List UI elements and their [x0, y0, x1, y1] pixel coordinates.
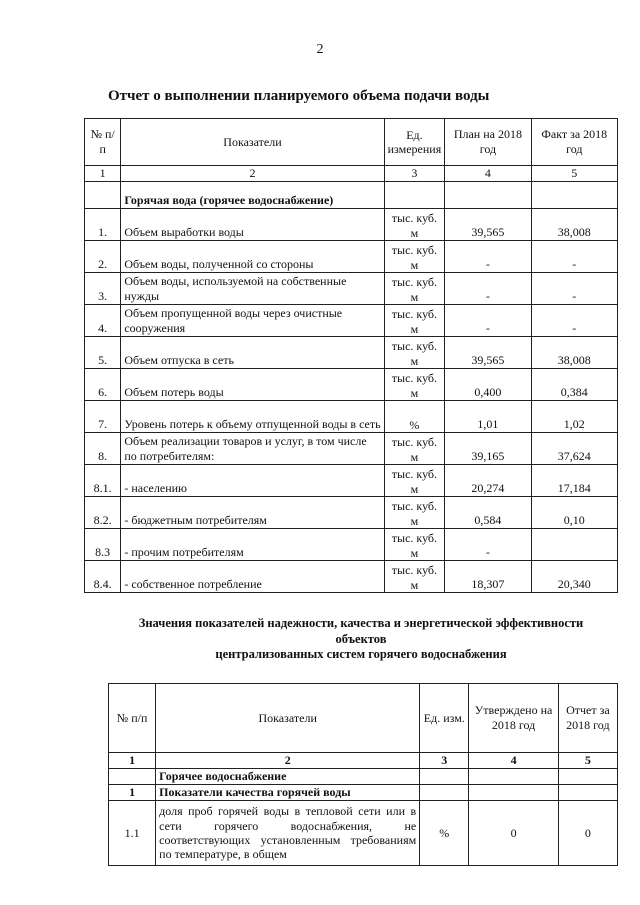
row-indicator: Уровень потерь к объему отпущенной воды в сеть: [121, 401, 384, 433]
row-number: 8.1.: [85, 465, 121, 497]
row-number: 6.: [85, 369, 121, 401]
table-row: [85, 497, 618, 529]
row-fact: 0,384: [531, 369, 617, 401]
row-number: 1.1: [109, 801, 156, 866]
row-indicator: Объем пропущенной воды через очистные сооружения: [121, 305, 384, 337]
row-fact: -: [531, 241, 617, 273]
table-row: [85, 529, 618, 561]
row-fact: -: [531, 305, 617, 337]
row-indicator: - бюджетным потребителям: [121, 497, 384, 529]
indicators-title-line: Значения показателей надежности, качества и энергетической эффективности: [138, 616, 584, 630]
row-number: 3.: [85, 273, 121, 305]
row-unit: тыс. куб. м: [384, 433, 445, 465]
column-number: 5: [558, 753, 617, 769]
table-row: [85, 241, 618, 273]
header-fact: Факт за 2018 год: [531, 119, 617, 166]
row-fact: -: [531, 273, 617, 305]
indicators-title-line: централизованных систем горячего водоснабжения: [215, 647, 507, 662]
table-row: [85, 465, 618, 497]
header-number: № п/п: [109, 684, 156, 753]
column-number: 4: [469, 753, 558, 769]
row-fact: 0,10: [531, 497, 617, 529]
row-plan: 20,274: [445, 465, 531, 497]
column-number-row: [109, 753, 618, 769]
row-fact: 20,340: [531, 561, 617, 593]
row-unit: тыс. куб. м: [384, 465, 445, 497]
indicators-table: [108, 683, 618, 866]
row-report: 0: [558, 801, 617, 866]
row-unit: тыс. куб. м: [384, 305, 445, 337]
row-plan: 39,565: [445, 337, 531, 369]
row-approved: 0: [469, 801, 558, 866]
row-fact: 38,008: [531, 209, 617, 241]
row-plan: 39,165: [445, 433, 531, 465]
column-number: 3: [384, 166, 445, 182]
row-indicator: Объем воды, полученной со стороны: [121, 241, 384, 273]
table-header-row: [109, 684, 618, 753]
table-row: [85, 561, 618, 593]
header-plan: План на 2018 год: [445, 119, 531, 166]
header-approved: Утверждено на 2018 год: [469, 684, 558, 753]
row-unit: тыс. куб. м: [384, 273, 445, 305]
section-title: Горячая вода (горячее водоснабжение): [121, 182, 384, 209]
row-fact: [531, 529, 617, 561]
table-header-row: [85, 119, 618, 166]
section-row: [109, 769, 618, 785]
row-plan: -: [445, 529, 531, 561]
table-row: [85, 209, 618, 241]
row-number: 5.: [85, 337, 121, 369]
row-fact: 37,624: [531, 433, 617, 465]
row-indicator: Объем воды, используемой на собственные нужды: [121, 273, 384, 305]
row-unit: %: [420, 801, 469, 866]
group-title: Показатели качества горячей воды: [156, 785, 420, 801]
section-title: Горячее водоснабжение: [156, 769, 420, 785]
column-number: 1: [109, 753, 156, 769]
water-supply-table: [84, 118, 618, 593]
row-indicator: Объем реализации товаров и услуг, в том числе по потребителям:: [121, 433, 384, 465]
row-indicator: Объем отпуска в сеть: [121, 337, 384, 369]
report-title: Отчет о выполнении планируемого объема подачи воды: [108, 88, 490, 104]
column-number: 2: [156, 753, 420, 769]
row-unit: %: [384, 401, 445, 433]
table-row: [85, 369, 618, 401]
row-fact: 1,02: [531, 401, 617, 433]
row-plan: 1,01: [445, 401, 531, 433]
row-fact: 38,008: [531, 337, 617, 369]
row-unit: тыс. куб. м: [384, 561, 445, 593]
row-plan: -: [445, 273, 531, 305]
row-number: 8.: [85, 433, 121, 465]
row-plan: 18,307: [445, 561, 531, 593]
row-unit: тыс. куб. м: [384, 337, 445, 369]
column-number: 4: [445, 166, 531, 182]
row-indicator: - прочим потребителям: [121, 529, 384, 561]
column-number: 1: [85, 166, 121, 182]
group-number: 1: [109, 785, 156, 801]
row-indicator: - населению: [121, 465, 384, 497]
table-row: [85, 305, 618, 337]
header-number: № п/п: [85, 119, 121, 166]
row-indicator: доля проб горячей воды в тепловой сети или в сети горячего водоснабжения, не соответствующих установленным требованиям по температуре, в общем: [156, 801, 420, 866]
row-indicator: - собственное потребление: [121, 561, 384, 593]
row-number: 7.: [85, 401, 121, 433]
indicators-title: [98, 616, 624, 663]
row-plan: 0,584: [445, 497, 531, 529]
row-number: 8.2.: [85, 497, 121, 529]
row-unit: тыс. куб. м: [384, 241, 445, 273]
column-number: 5: [531, 166, 617, 182]
row-unit: тыс. куб. м: [384, 369, 445, 401]
row-number: 8.4.: [85, 561, 121, 593]
row-number: 4.: [85, 305, 121, 337]
row-fact: 17,184: [531, 465, 617, 497]
row-unit: тыс. куб. м: [384, 529, 445, 561]
row-plan: 39,565: [445, 209, 531, 241]
row-plan: -: [445, 241, 531, 273]
row-unit: тыс. куб. м: [384, 209, 445, 241]
row-plan: -: [445, 305, 531, 337]
column-number: 3: [420, 753, 469, 769]
row-unit: тыс. куб. м: [384, 497, 445, 529]
table-row: [85, 337, 618, 369]
row-number: 8.3: [85, 529, 121, 561]
table-row: [85, 401, 618, 433]
table-row: [109, 801, 618, 866]
indicators-title-line: объектов: [335, 631, 387, 646]
table-row: [85, 433, 618, 465]
column-number-row: [85, 166, 618, 182]
column-number: 2: [121, 166, 384, 182]
row-number: 2.: [85, 241, 121, 273]
group-row: [109, 785, 618, 801]
header-unit: Ед. изм.: [420, 684, 469, 753]
header-indicator: Показатели: [121, 119, 384, 166]
row-indicator: Объем потерь воды: [121, 369, 384, 401]
row-number: 1.: [85, 209, 121, 241]
row-plan: 0,400: [445, 369, 531, 401]
header-report: Отчет за 2018 год: [558, 684, 617, 753]
page-number: 2: [316, 42, 324, 57]
row-indicator: Объем выработки воды: [121, 209, 384, 241]
header-indicator: Показатели: [156, 684, 420, 753]
table-row: [85, 273, 618, 305]
section-row: [85, 182, 618, 209]
header-unit: Ед. измерения: [384, 119, 445, 166]
